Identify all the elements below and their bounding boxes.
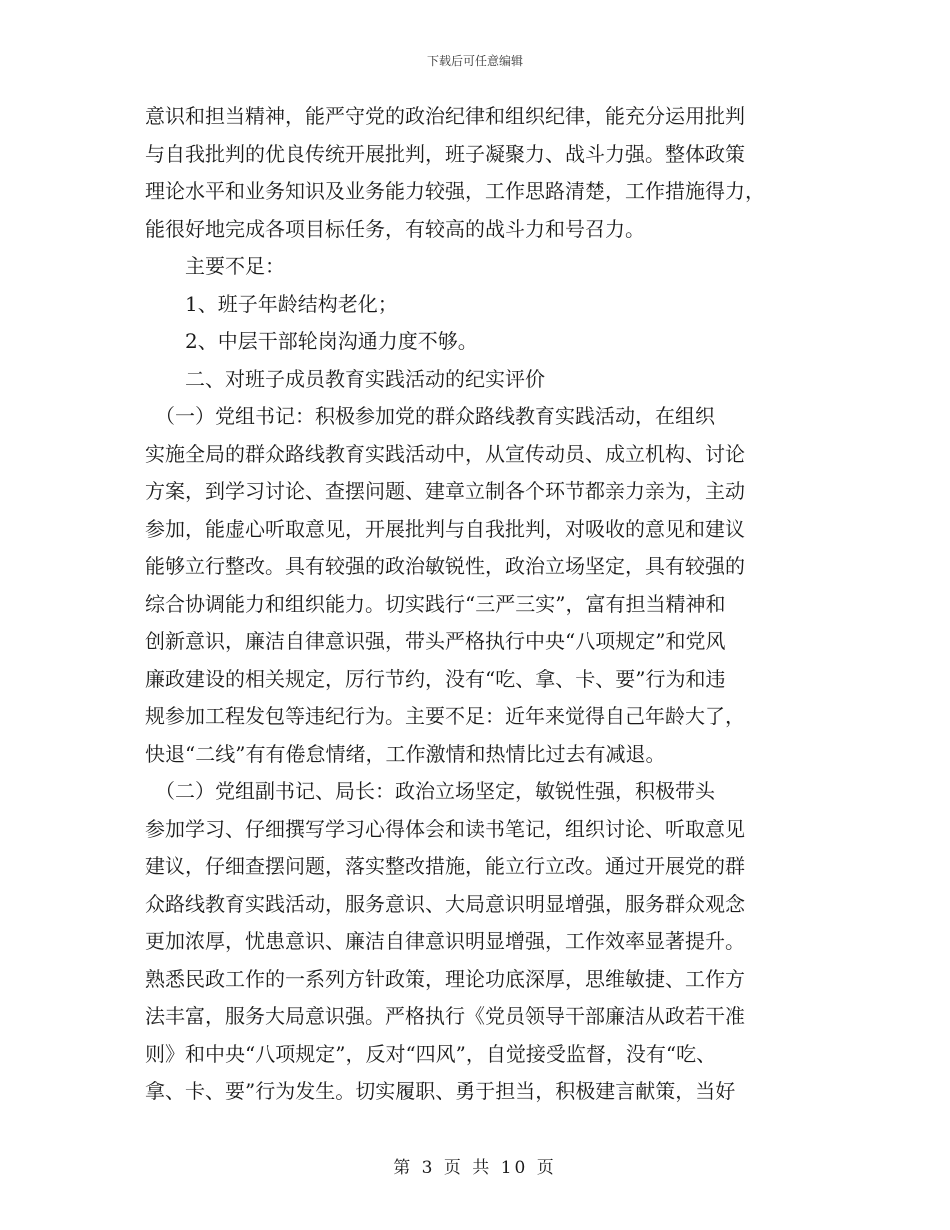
body-line: 方案，到学习讨论、查摆问题、建章立制各个环节都亲力亲为，主动	[145, 479, 745, 503]
body-line: 二、对班子成员教育实践活动的纪实评价	[145, 366, 545, 391]
body-line: 能够立行整改。具有较强的政治敏锐性，政治立场坚定，具有较强的	[145, 554, 745, 578]
body-line: 规参加工程发包等违纪行为。主要不足：近年来觉得自己年龄大了，	[145, 704, 745, 728]
body-line: 综合协调能力和组织能力。切实践行“三严三实”，富有担当精神和	[145, 591, 726, 616]
body-line: 廉政建设的相关规定，厉行节约，没有“吃、拿、卡、要”行为和违	[145, 666, 726, 691]
body-line: 2、中层干部轮岗沟通力度不够。	[145, 329, 478, 353]
body-line: 拿、卡、要”行为发生。切实履职、勇于担当，积极建言献策，当好	[145, 1079, 736, 1103]
body-line: 更加浓厚，忧患意识、廉洁自律意识明显增强，工作效率显著提升。	[145, 929, 745, 953]
page-footer: 第 3 页 共 10 页	[393, 1158, 557, 1178]
body-line: 熟悉民政工作的一系列方针政策，理论功底深厚，思维敏捷、工作方	[145, 966, 745, 991]
body-line: 法丰富，服务大局意识强。严格执行《党员领导干部廉洁从政若干准	[145, 1004, 745, 1028]
body-line: 快退“二线”有有倦怠情绪，工作激情和热情比过去有减退。	[145, 741, 666, 766]
document-body	[145, 98, 807, 1111]
body-line: 众路线教育实践活动，服务意识、大局意识明显增强，服务群众观念	[145, 891, 745, 916]
body-line: 参加，能虚心听取意见，开展批判与自我批判，对吸收的意见和建议	[145, 516, 745, 541]
body-line: 建议，仔细查摆问题，落实整改措施，能立行立改。通过开展党的群	[145, 854, 745, 878]
body-line: 意识和担当精神，能严守党的政治纪律和组织纪律，能充分运用批判	[145, 104, 745, 128]
body-line: 能很好地完成各项目标任务，有较高的战斗力和号召力。	[145, 216, 645, 241]
body-line: 主要不足：	[145, 254, 285, 278]
body-line: 创新意识，廉洁自律意识强，带头严格执行中央“八项规定”和党风	[145, 629, 726, 653]
body-line: （一）党组书记：积极参加党的群众路线教育实践活动，在组织	[145, 404, 715, 428]
body-line: 与自我批判的优良传统开展批判，班子凝聚力、战斗力强。整体政策	[145, 141, 745, 166]
page-header: 下载后可任意编辑	[426, 54, 523, 68]
body-line: 参加学习、仔细撰写学习心得体会和读书笔记，组织讨论、听取意见	[145, 816, 745, 841]
body-line: 则》和中央“八项规定”，反对“四风”，自觉接受监督，没有“吃、	[145, 1041, 717, 1066]
body-line: （二）党组副书记、局长：政治立场坚定，敏锐性强，积极带头	[145, 779, 715, 803]
body-line: 理论水平和业务知识及业务能力较强，工作思路清楚，工作措施得力，	[145, 179, 765, 203]
body-line: 1、班子年龄结构老化；	[145, 291, 398, 316]
body-line: 实施全局的群众路线教育实践活动中，从宣传动员、成立机构、讨论	[145, 441, 745, 466]
